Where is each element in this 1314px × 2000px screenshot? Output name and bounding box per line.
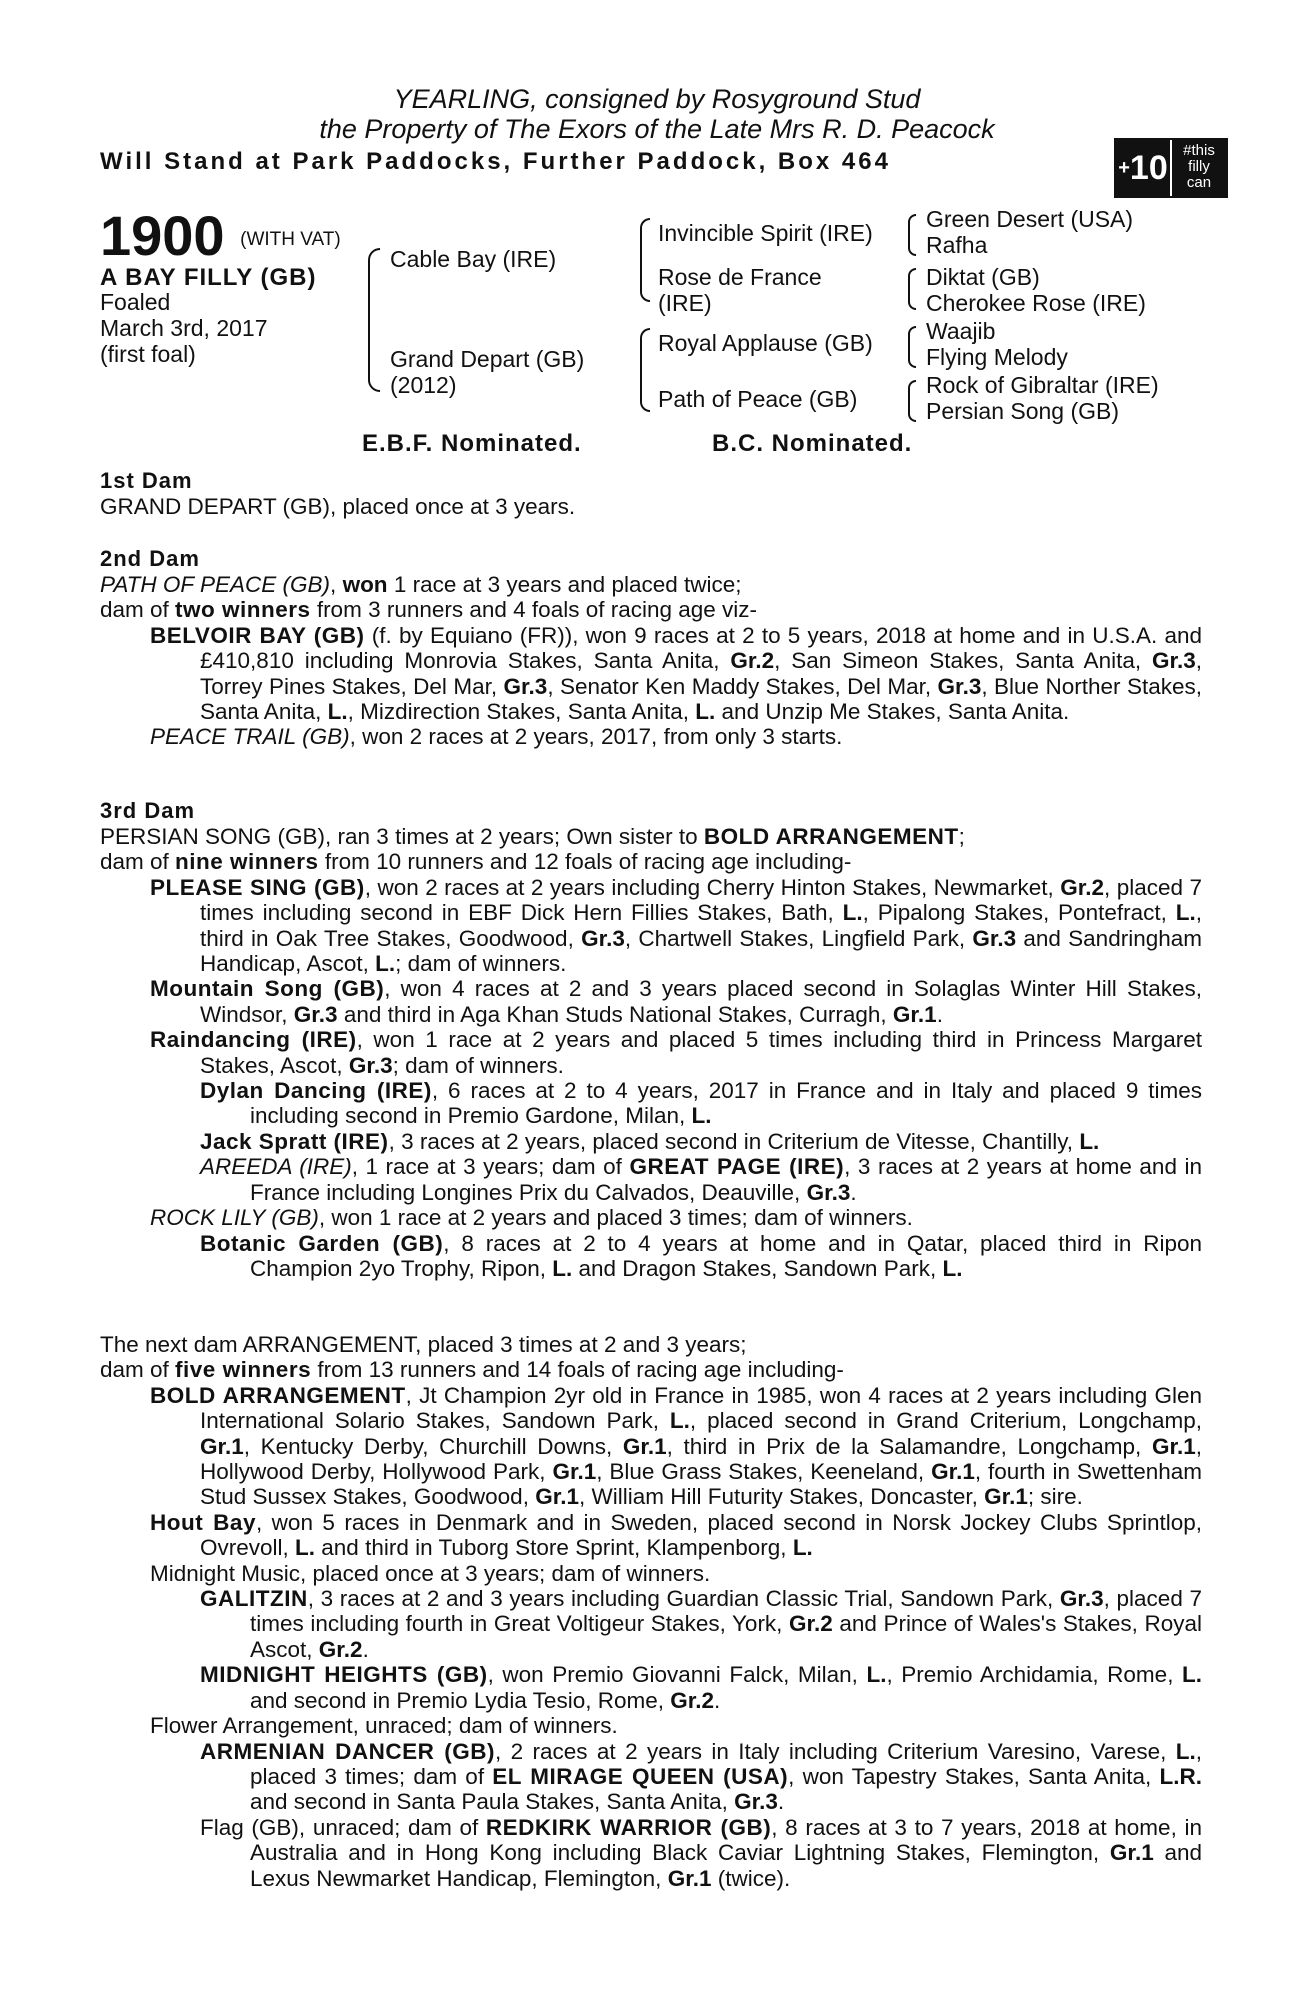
- list-item: MIDNIGHT HEIGHTS (GB), won Premio Giovanni Falck, Milan, L., Premio Archidamia, Rome, L. and second in Premio Lydia Tesio, Rome, Gr.2.: [200, 1662, 1202, 1713]
- header-consignor: YEARLING, consigned by Rosyground Stud: [393, 84, 921, 114]
- foal-note: (first foal): [100, 341, 196, 367]
- second-dam-heading: 2nd Dam: [100, 546, 200, 571]
- pedigree-g4: Cherokee Rose (IRE): [926, 290, 1146, 316]
- second-dam-body: [100, 572, 1202, 750]
- list-item: Jack Spratt (IRE), 3 races at 2 years, placed second in Criterium de Vitesse, Chantilly, L.: [200, 1128, 1100, 1154]
- list-item: Dylan Dancing (IRE), 6 races at 2 to 4 years, 2017 in France and in Italy and placed 9 times including second in Premio Gardone, Milan, L.: [200, 1078, 1203, 1129]
- list-item: Flag (GB), unraced; dam of REDKIRK WARRIOR (GB), 8 races at 3 to 7 years, 2018 at home, in Australia and in Hong Kong including Black Caviar Lightning Stakes, Flemington, Gr.1 and Lexus Newmarket Handicap, Flemington, Gr.1 (twice).: [200, 1814, 1202, 1891]
- pedigree-g6: Flying Melody: [926, 344, 1068, 370]
- pedigree-dam-sire: Royal Applause (GB): [658, 330, 873, 356]
- ebf-nominated: E.B.F. Nominated.: [362, 430, 582, 457]
- lot-number-value: 1900: [100, 204, 225, 267]
- hashtag-line-2: filly: [1188, 158, 1210, 175]
- pedigree-g3: Diktat (GB): [926, 264, 1040, 290]
- list-item: Mountain Song (GB), won 4 races at 2 and 3 years placed second in Solaglas Winter Hill Stakes, Windsor, Gr.3 and third in Aga Khan Studs National Stakes, Curragh, Gr.1.: [150, 976, 1202, 1027]
- list-item: PEACE TRAIL (GB), won 2 races at 2 years, 2017, from only 3 starts.: [150, 724, 843, 750]
- pedigree-g8: Persian Song (GB): [926, 398, 1120, 424]
- list-item: ROCK LILY (GB), won 1 race at 2 years and placed 3 times; dam of winners.: [150, 1205, 913, 1231]
- lot-name: A BAY FILLY (GB): [100, 264, 317, 291]
- list-item: Hout Bay, won 5 races in Denmark and in Sweden, placed second in Norsk Jockey Clubs Sprintlop, Ovrevoll, L. and third in Tuborg Store Sprint, Klampenborg, L.: [150, 1509, 1202, 1561]
- list-item: Raindancing (IRE), won 1 race at 2 years and placed 5 times including third in Princess Margaret Stakes, Ascot, Gr.3; dam of winners.: [150, 1027, 1202, 1078]
- list-item: ARMENIAN DANCER (GB), 2 races at 2 years in Italy including Criterium Varesino, Varese, L., placed 3 times; dam of EL MIRAGE QUEEN (USA), won Tapestry Stakes, Santa Anita, L.R. and second in Santa Paula Stakes, Santa Anita, Gr.3.: [200, 1738, 1203, 1815]
- pedigree-brace-g1: [908, 214, 916, 256]
- third-dam-heading: 3rd Dam: [100, 798, 196, 823]
- pedigree-dam: Grand Depart (GB): [390, 346, 585, 372]
- hashtag-logo: [1172, 140, 1226, 196]
- list-item: AREEDA (IRE), 1 race at 3 years; dam of GREAT PAGE (IRE), 3 races at 2 years at home and in France including Longines Prix du Calvados, Deauville, Gr.3.: [200, 1154, 1202, 1205]
- pedigree-g7: Rock of Gibraltar (IRE): [926, 372, 1159, 398]
- list-item: BELVOIR BAY (GB) (f. by Equiano (FR)), won 9 races at 2 to 5 years, 2018 at home and in U.S.A. and £410,810 including Monrovia Stakes, Santa Anita, Gr.2, San Simeon Stakes, Santa Anita, Gr.3, Torrey Pines Stakes, Del Mar, Gr.3, Senator Ken Maddy Stakes, Del Mar, Gr.3, Blue Norther Stakes, Santa Anita, L., Mizdirection Stakes, Santa Anita, L. and Unzip Me Stakes, Santa Anita.: [150, 622, 1202, 725]
- hashtag-line-1: #this: [1183, 142, 1215, 159]
- next-dam-produce: dam of five winners from 13 runners and 14 foals of racing age including-: [100, 1357, 844, 1383]
- pedigree-sire-dam-country: (IRE): [658, 290, 712, 316]
- list-item: Flower Arrangement, unraced; dam of winners.: [150, 1713, 618, 1739]
- pedigree-brace-main: [368, 248, 380, 392]
- bc-nominated: B.C. Nominated.: [712, 430, 913, 457]
- pedigree-brace-g2: [908, 268, 916, 310]
- this-filly-can-badge: [1114, 138, 1228, 198]
- lot-number: [100, 204, 341, 268]
- pedigree-brace-g3: [908, 326, 916, 368]
- pedigree-brace-g4: [908, 380, 916, 422]
- first-dam-heading: 1st Dam: [100, 468, 193, 493]
- list-item: Botanic Garden (GB), 8 races at 2 to 4 years at home and in Qatar, placed third in Ripon Champion 2yo Trophy, Ripon, L. and Dragon Stakes, Sandown Park, L.: [200, 1230, 1202, 1281]
- foaled-label: Foaled: [100, 289, 171, 315]
- plus-sign: +: [1118, 157, 1130, 179]
- pedigree-sire: Cable Bay (IRE): [390, 246, 557, 272]
- pedigree-dam-dam: Path of Peace (GB): [658, 386, 858, 412]
- pedigree-sire-dam: Rose de France: [658, 264, 822, 290]
- ten-number: 10: [1129, 149, 1168, 187]
- third-dam-intro: PERSIAN SONG (GB), ran 3 times at 2 years; Own sister to BOLD ARRANGEMENT;: [100, 824, 965, 849]
- pedigree-brace-dam: [640, 328, 650, 412]
- first-dam-text: GRAND DEPART (GB), placed once at 3 years.: [100, 494, 576, 519]
- pedigree-dam-year: (2012): [390, 372, 457, 398]
- next-dam-body: [100, 1332, 1202, 1891]
- plus-ten-logo: [1116, 140, 1170, 196]
- header-location: Will Stand at Park Paddocks, Further Paddock, Box 464: [100, 148, 891, 175]
- vat-label: (WITH VAT): [240, 229, 341, 251]
- list-item: GALITZIN, 3 races at 2 and 3 years including Guardian Classic Trial, Sandown Park, Gr.3, placed 7 times including fourth in Great Voltigeur Stakes, York, Gr.2 and Prince of Wales's Stakes, Royal Ascot, Gr.2.: [200, 1586, 1202, 1662]
- pedigree-g5: Waajib: [926, 318, 996, 344]
- second-dam-intro: PATH OF PEACE (GB), won 1 race at 3 years and placed twice;: [100, 572, 742, 597]
- second-dam-produce: dam of two winners from 3 runners and 4 foals of racing age viz-: [100, 597, 758, 623]
- third-dam-produce: dam of nine winners from 10 runners and 12 foals of racing age including-: [100, 849, 852, 875]
- list-item: BOLD ARRANGEMENT, Jt Champion 2yr old in France in 1985, won 4 races at 2 years including Glen International Solario Stakes, Sandown Park, L., placed second in Grand Criterium, Longchamp, Gr.1, Kentucky Derby, Churchill Downs, Gr.1, third in Prix de la Salamandre, Longchamp, Gr.1, Hollywood Derby, Hollywood Park, Gr.1, Blue Grass Stakes, Keeneland, Gr.1, fourth in Swettenham Stud Sussex Stakes, Goodwood, Gr.1, William Hill Futurity Stakes, Doncaster, Gr.1; sire.: [150, 1382, 1203, 1510]
- pedigree-brace-sire: [640, 218, 650, 302]
- foaled-date: March 3rd, 2017: [100, 315, 268, 341]
- third-dam-body: [100, 824, 1202, 1281]
- header-property: the Property of The Exors of the Late Mrs R. D. Peacock: [319, 114, 995, 144]
- list-item: Midnight Music, placed once at 3 years; dam of winners.: [150, 1560, 711, 1586]
- pedigree-g1: Green Desert (USA): [926, 206, 1134, 232]
- hashtag-line-3: can: [1186, 174, 1212, 191]
- list-item: PLEASE SING (GB), won 2 races at 2 years including Cherry Hinton Stakes, Newmarket, Gr.2, placed 7 times including second in EBF Dick Hern Fillies Stakes, Bath, L., Pipalong Stakes, Pontefract, L., third in Oak Tree Stakes, Goodwood, Gr.3, Chartwell Stakes, Lingfield Park, Gr.3 and Sandringham Handicap, Ascot, L.; dam of winners.: [150, 874, 1203, 977]
- pedigree-sire-sire: Invincible Spirit (IRE): [658, 220, 873, 246]
- pedigree-g2: Rafha: [926, 232, 988, 258]
- next-dam-intro: The next dam ARRANGEMENT, placed 3 times at 2 and 3 years;: [100, 1332, 747, 1357]
